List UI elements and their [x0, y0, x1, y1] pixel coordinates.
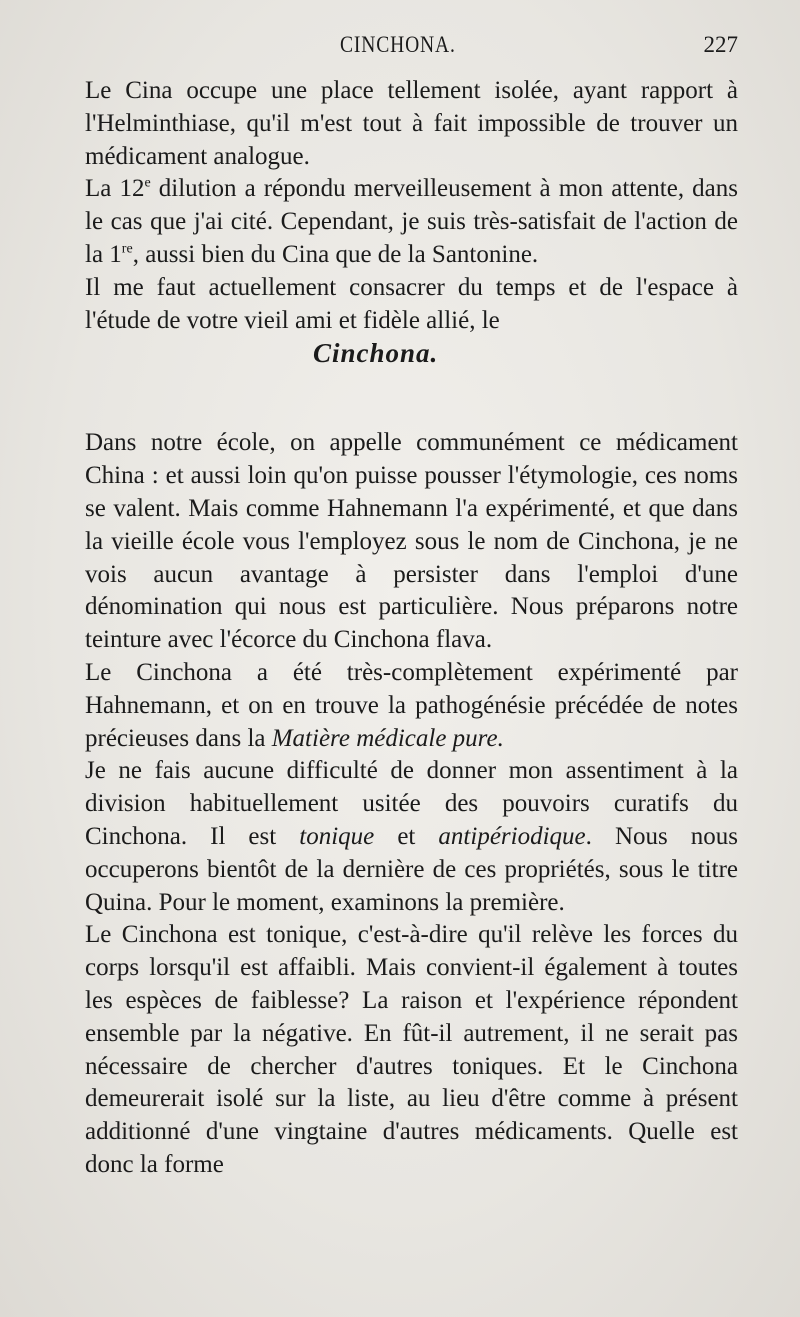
superscript: e: [144, 176, 151, 192]
page-header: [85, 32, 738, 62]
page-number: 227: [703, 32, 738, 57]
paragraph-text: Il me faut actuellement consacrer du temps et de l'espace à l'étude de votre vieil ami et fidèle allié, le: [85, 273, 738, 334]
paragraph: [85, 272, 738, 338]
body-text: [85, 75, 738, 1182]
paragraph-text: et: [374, 822, 439, 850]
paragraph: [85, 919, 738, 1181]
paragraph-text: dilution a répondu merveilleusement à mon attente, dans le cas que j'ai cité. Cependant, je suis très-satisfait de l'action de la 1: [85, 175, 738, 268]
running-title: CINCHONA.: [340, 32, 456, 57]
paragraph: [85, 755, 738, 919]
paragraph: [85, 75, 738, 173]
section-heading: Cinchona.: [313, 338, 439, 369]
paragraph: [85, 657, 738, 755]
paragraph-text: Dans notre école, on appelle communément ce médicament China : et aussi loin qu'on puisse pousser l'étymologie, ces noms se valent. Mais comme Hahnemann l'a expérimenté, et que dans la vieille école vous l'employez sous le nom de Cinchona, je ne vois aucun avantage à persister dans l'emploi d'une dénomination qui nous est particulière. Nous préparons notre teinture avec l'écorce du Cinchona flava.: [85, 429, 738, 654]
paragraph-text: Le Cina occupe une place tellement isolée, ayant rapport à l'Helminthiase, qu'il m'est tout à fait impossible de trouver un médicament analogue.: [85, 77, 738, 170]
italic-title: Matière médicale pure.: [271, 724, 504, 752]
section-heading-wrap: [85, 337, 738, 427]
paragraph-text: Je ne fais aucune difficulté de donner mon assentiment à la division habituellement usitée des pouvoirs curatifs du Cinchona. Il est: [85, 757, 738, 850]
paragraph-text: Le Cinchona a été très-complètement expérimenté par Hahnemann, et on en trouve la pathogénésie précédée de notes précieuses dans la: [85, 658, 738, 752]
paragraph-text: . Nous nous occuperons bientôt de la dernière de ces propriétés, sous le titre Quina. Pour le moment, examinons la première.: [85, 822, 739, 916]
paragraph-text: La 12: [85, 175, 145, 203]
italic-term: antipériodique: [438, 822, 586, 850]
paragraph: [85, 427, 738, 657]
superscript: re: [121, 241, 133, 257]
paragraph-text: Le Cinchona est tonique, c'est-à-dire qu'il relève les forces du corps lorsqu'il est affaibli. Mais convient-il également à toutes les espèces de faiblesse? La raison et l'expérience répondent ensemble par la négative. En fût-il autrement, il ne serait pas nécessaire de chercher d'autres toniques. Et le Cinchona demeurerait isolé sur la liste, au lieu d'être comme à présent additionné d'une vingtaine d'autres médicaments. Quelle est donc la forme: [85, 921, 738, 1178]
paragraph: [85, 173, 738, 271]
paragraph-text: , aussi bien du Cina que de la Santonine.: [132, 240, 539, 268]
italic-term: tonique: [299, 822, 375, 850]
